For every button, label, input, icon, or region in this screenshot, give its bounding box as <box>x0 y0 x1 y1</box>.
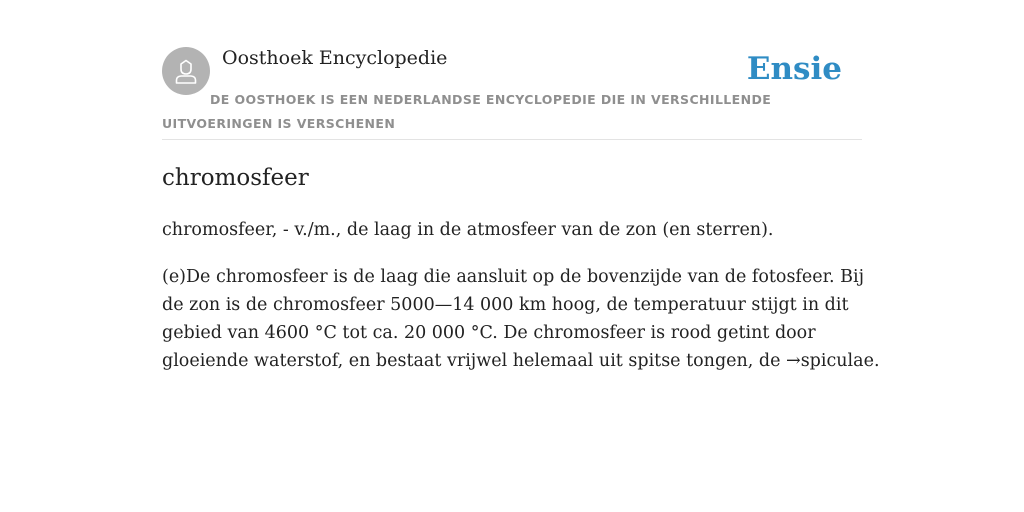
entry-body-line-last <box>162 347 880 375</box>
entry-body-line: de zon is de chromosfeer 5000—14 000 km hoog, de temperatuur stijgt in dit <box>162 295 849 315</box>
entry-definition: chromosfeer, - v./m., de laag in de atmosfeer van de zon (en sterren). <box>162 220 774 240</box>
content-container <box>162 0 880 371</box>
source-name[interactable]: Oosthoek Encyclopedie <box>222 47 448 69</box>
crossref-link-spiculae[interactable]: →spiculae <box>786 351 874 371</box>
brand-logo[interactable]: Ensie <box>746 51 842 87</box>
entry-body-line: gebied van 4600 °C tot ca. 20 000 °C. De chromosfeer is rood getint door <box>162 323 816 343</box>
source-description: DE OOSTHOEK IS EEN NEDERLANDSE ENCYCLOPEDIE DIE IN VERSCHILLENDE UITVOERINGEN IS VERSCHENEN <box>162 92 772 131</box>
entry-body-line: (e)De chromosfeer is de laag die aansluit op de bovenzijde van de fotosfeer. Bij <box>162 267 865 287</box>
entry-title: chromosfeer <box>162 165 309 191</box>
entry-body-period: . <box>873 351 880 371</box>
entry-body <box>162 263 880 375</box>
user-icon <box>171 56 201 86</box>
source-header <box>162 0 862 140</box>
entry-body-text: gloeiende waterstof, en bestaat vrijwel helemaal uit spitse tongen, de <box>162 351 787 371</box>
